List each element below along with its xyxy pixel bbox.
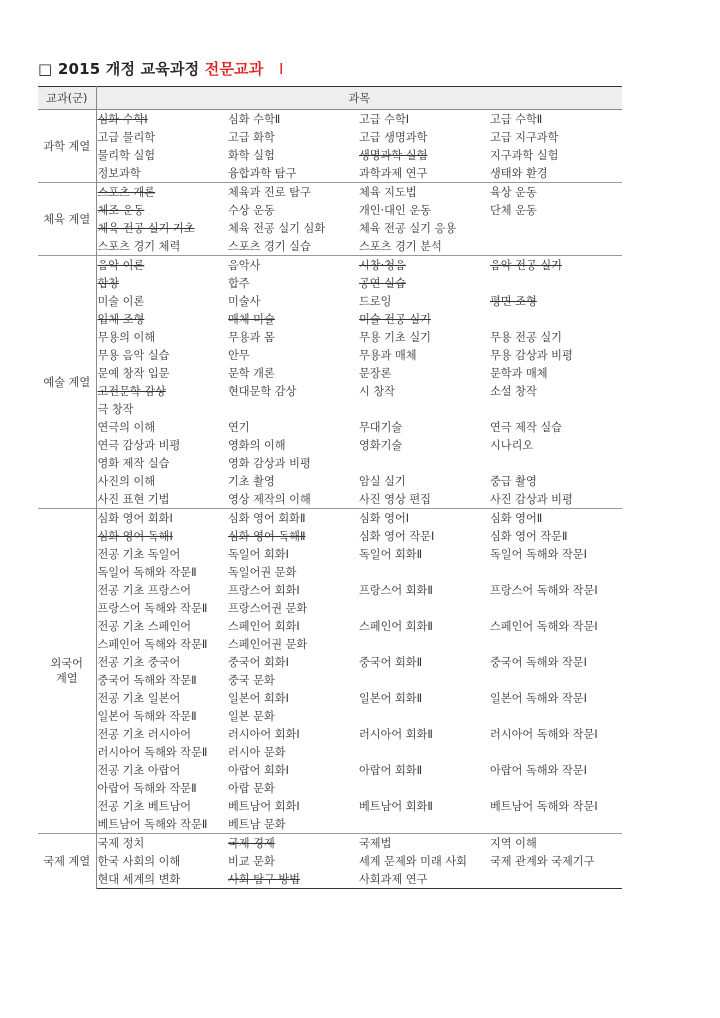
subject-cell <box>358 599 489 617</box>
table-row <box>38 110 622 129</box>
table-header-row <box>38 87 622 110</box>
subject-cell: 아랍어 회화Ⅱ <box>359 764 423 777</box>
table-row <box>38 219 622 237</box>
table-row <box>38 815 622 834</box>
subject-cell: 중국어 회화Ⅰ <box>228 656 289 669</box>
subject-cell: 합창 <box>97 277 120 290</box>
table-row <box>38 527 622 545</box>
subject-cell: 중국어 독해와 작문Ⅱ <box>97 674 197 687</box>
subject-cell: 체육 전공 실기 심화 <box>228 222 326 235</box>
subject-cell: 매체 미술 <box>228 313 275 326</box>
subject-cell: 사진의 이해 <box>97 475 156 488</box>
subject-cell: 물리학 실험 <box>97 149 156 162</box>
subject-cell <box>358 815 489 834</box>
subject-cell: 베트남어 회화Ⅱ <box>359 800 433 813</box>
subject-cell: 독일어권 문화 <box>228 566 297 579</box>
title-suffix: Ⅰ <box>279 60 284 78</box>
subject-cell: 연극 감상과 비평 <box>97 439 181 452</box>
table-row <box>38 346 622 364</box>
subject-cell: 아랍 문화 <box>228 782 275 795</box>
table-row <box>38 689 622 707</box>
subject-cell: 러시아어 독해와 작문Ⅱ <box>97 746 208 759</box>
subject-cell: 전공 기초 스페인어 <box>97 620 192 633</box>
subject-cell: 현대 세계의 변화 <box>96 870 227 889</box>
group-name-cell: 과학 계열 <box>38 110 96 183</box>
subject-cell <box>489 274 622 292</box>
subject-cell: 독일어 회화Ⅰ <box>228 548 289 561</box>
table-row <box>38 382 622 400</box>
subject-cell: 중급 촬영 <box>490 475 537 488</box>
subject-cell <box>489 707 622 725</box>
subject-cell: 전공 기초 일본어 <box>97 692 181 705</box>
subject-cell: 심화 영어 독해Ⅱ <box>228 530 306 543</box>
subject-cell: 정보과학 <box>97 167 141 180</box>
subject-cell: 생명과학 실험 <box>359 149 428 162</box>
subject-cell: 스포츠 경기 체력 <box>97 240 181 253</box>
subject-cell: 체육 지도법 <box>358 183 489 202</box>
subject-cell: 전공 기초 프랑스어 <box>97 584 192 597</box>
table-row <box>38 797 622 815</box>
subject-cell <box>489 454 622 472</box>
subject-cell: 일본어 독해와 작문Ⅱ <box>97 710 197 723</box>
table-row <box>38 599 622 617</box>
subject-cell: 세계 문제와 미래 사회 <box>359 855 467 868</box>
table-row <box>38 328 622 346</box>
subject-cell: 베트남어 독해와 작문Ⅱ <box>97 818 208 831</box>
table-row <box>38 237 622 256</box>
subject-cell: 공연 실습 <box>359 277 406 290</box>
table-row <box>38 509 622 528</box>
subject-cell: 무용 기초 실기 <box>359 331 431 344</box>
table-row <box>38 454 622 472</box>
subject-cell: 전공 기초 중국어 <box>97 656 181 669</box>
subject-cell: 러시아 문화 <box>228 746 286 759</box>
subject-cell: 영화의 이해 <box>228 439 286 452</box>
subject-cell: 사회과제 연구 <box>358 870 489 889</box>
subject-cell: 프랑스어 독해와 작문Ⅱ <box>97 602 208 615</box>
subject-cell: 스페인어 회화Ⅱ <box>359 620 433 633</box>
subject-cell: 음악사 <box>227 256 358 275</box>
subject-cell: 육상 운동 <box>489 183 622 202</box>
subject-cell: 프랑스어 독해와 작문Ⅰ <box>490 584 598 597</box>
subject-cell: 지구과학 실험 <box>490 149 559 162</box>
subject-cell: 단체 운동 <box>490 204 537 217</box>
subject-cell: 고급 수학Ⅱ <box>489 110 622 129</box>
subject-cell: 수상 운동 <box>228 204 275 217</box>
subject-cell: 연기 <box>228 421 250 434</box>
subject-cell: 무용의 이해 <box>97 331 156 344</box>
subject-cell: 심화 수학Ⅰ <box>96 110 227 129</box>
subject-cell: 스포츠 개론 <box>96 183 227 202</box>
subject-cell: 국제 경제 <box>227 834 358 853</box>
subject-cell <box>489 310 622 328</box>
table-row <box>38 256 622 275</box>
subject-cell: 베트남어 회화Ⅰ <box>228 800 300 813</box>
table-row <box>38 761 622 779</box>
subject-cell: 일본어 회화Ⅰ <box>228 692 289 705</box>
subject-cell: 스페인어 독해와 작문Ⅱ <box>97 638 208 651</box>
table-row <box>38 310 622 328</box>
table-row <box>38 436 622 454</box>
subject-cell: 무용과 매체 <box>359 349 417 362</box>
table-row <box>38 635 622 653</box>
subject-cell: 사회 탐구 방법 <box>227 870 358 889</box>
subject-cell: 심화 수학Ⅱ <box>227 110 358 129</box>
group-name-cell: 체육 계열 <box>38 183 96 256</box>
subject-cell: 심화 영어 회화Ⅰ <box>96 509 227 528</box>
subject-cell: 극 창작 <box>97 403 134 416</box>
table-row <box>38 725 622 743</box>
subject-cell: 고급 화학 <box>228 131 275 144</box>
subject-cell: 미술사 <box>228 295 261 308</box>
subject-cell: 합주 <box>228 277 250 290</box>
subject-cell: 러시아어 회화Ⅰ <box>228 728 300 741</box>
table-row <box>38 563 622 581</box>
subject-cell: 문학 개론 <box>228 367 275 380</box>
subject-cell: 베트남어 독해와 작문Ⅰ <box>490 800 598 813</box>
subject-cell <box>358 635 489 653</box>
subject-cell: 소설 창작 <box>490 385 537 398</box>
table-row <box>38 183 622 202</box>
subject-cell <box>489 635 622 653</box>
document-title <box>38 58 284 79</box>
table-row <box>38 490 622 509</box>
header-subject-group: 교과(군) <box>38 87 96 110</box>
subject-cell: 음악 전공 실기 <box>489 256 622 275</box>
subject-cell: 문장론 <box>359 367 392 380</box>
subject-cell: 중국 문화 <box>228 674 275 687</box>
subject-cell: 개인·대인 운동 <box>359 204 431 217</box>
subject-cell: 체육 전공 실기 기초 <box>97 222 195 235</box>
subject-cell <box>358 671 489 689</box>
subject-cell: 아랍어 회화Ⅰ <box>228 764 289 777</box>
subject-cell: 전공 기초 베트남어 <box>97 800 192 813</box>
subject-cell <box>358 779 489 797</box>
subject-cell: 무용 감상과 비평 <box>490 349 573 362</box>
subject-cell: 현대문학 감상 <box>228 385 297 398</box>
subject-cell: 중국어 회화Ⅱ <box>359 656 423 669</box>
subject-cell: 체육 전공 실기 응용 <box>359 222 457 235</box>
subject-cell: 입체 조형 <box>97 313 145 326</box>
subject-cell: 체조 운동 <box>97 204 145 217</box>
title-highlight: 전문교과 <box>204 60 264 78</box>
subject-cell: 비교 문화 <box>228 855 275 868</box>
subject-cell: 연극 제작 실습 <box>490 421 562 434</box>
table-row <box>38 274 622 292</box>
subject-cell: 중국어 독해와 작문Ⅰ <box>490 656 587 669</box>
subject-cell: 융합과학 탐구 <box>228 167 297 180</box>
subject-cell <box>358 743 489 761</box>
subject-cell: 고급 수학Ⅰ <box>358 110 489 129</box>
subject-cell: 일본어 회화Ⅱ <box>359 692 423 705</box>
subject-cell: 독일어 독해와 작문Ⅱ <box>97 566 197 579</box>
table-row <box>38 653 622 671</box>
subject-cell <box>489 815 622 834</box>
subject-cell <box>358 454 489 472</box>
subject-cell: 사진 감상과 비평 <box>490 493 573 506</box>
subject-cell: 무용 음악 실습 <box>97 349 170 362</box>
subject-cell <box>358 563 489 581</box>
subject-cell: 심화 영어 작문Ⅱ <box>490 530 568 543</box>
subject-cell: 스페인어 독해와 작문Ⅰ <box>490 620 598 633</box>
subject-cell: 심화 영어 회화Ⅱ <box>227 509 358 528</box>
subject-cell: 프랑스어권 문화 <box>228 602 308 615</box>
table-row <box>38 852 622 870</box>
curriculum-table <box>38 86 622 889</box>
title-main: 2015 개정 교육과정 <box>57 60 200 78</box>
subject-cell: 전공 기초 러시아어 <box>97 728 192 741</box>
subject-cell: 문학과 매체 <box>490 367 548 380</box>
subject-cell: 독일어 독해와 작문Ⅰ <box>490 548 587 561</box>
subject-cell: 전공 기초 아랍어 <box>97 764 181 777</box>
subject-cell: 체육과 진로 탐구 <box>227 183 358 202</box>
subject-cell: 미술 이론 <box>97 295 145 308</box>
subject-cell: 한국 사회의 이해 <box>97 855 181 868</box>
subject-cell: 무용과 몸 <box>228 331 275 344</box>
table-row <box>38 201 622 219</box>
subject-cell <box>489 599 622 617</box>
subject-cell: 러시아어 독해와 작문Ⅰ <box>490 728 598 741</box>
table-row <box>38 743 622 761</box>
subject-cell: 안무 <box>228 349 250 362</box>
table-row <box>38 292 622 310</box>
table-row <box>38 581 622 599</box>
table-row <box>38 779 622 797</box>
subject-cell: 심화 영어 작문Ⅰ <box>359 530 435 543</box>
subject-cell <box>489 870 622 889</box>
subject-cell: 평면 조형 <box>490 295 537 308</box>
subject-cell: 문예 창작 입문 <box>97 367 170 380</box>
subject-cell: 드로잉 <box>359 295 392 308</box>
subject-cell <box>489 743 622 761</box>
table-row <box>38 418 622 436</box>
table-row <box>38 545 622 563</box>
subject-cell: 고급 지구과학 <box>490 131 559 144</box>
subject-cell: 아랍어 독해와 작문Ⅱ <box>97 782 197 795</box>
subject-cell: 심화 영어Ⅱ <box>489 509 622 528</box>
table-row <box>38 364 622 382</box>
subject-cell <box>489 671 622 689</box>
subject-cell: 사진 영상 편집 <box>359 493 431 506</box>
subject-cell: 프랑스어 회화Ⅱ <box>359 584 433 597</box>
subject-cell: 시 창작 <box>359 385 395 398</box>
subject-cell: 프랑스어 회화Ⅰ <box>228 584 300 597</box>
subject-cell: 영화 제작 실습 <box>97 457 170 470</box>
subject-cell <box>489 237 622 256</box>
table-body <box>38 110 622 889</box>
subject-cell: 독일어 회화Ⅱ <box>359 548 423 561</box>
subject-cell: 미술 전공 실기 <box>359 313 431 326</box>
subject-cell: 스페인어권 문화 <box>228 638 308 651</box>
subject-cell: 스포츠 경기 실습 <box>228 240 311 253</box>
subject-cell: 일본 문화 <box>228 710 275 723</box>
subject-cell: 스페인어 회화Ⅰ <box>228 620 300 633</box>
subject-cell: 베트남 문화 <box>228 818 286 831</box>
subject-cell: 사진 표현 기법 <box>97 493 170 506</box>
subject-cell: 심화 영어Ⅰ <box>358 509 489 528</box>
table-row <box>38 834 622 853</box>
subject-cell <box>489 779 622 797</box>
table-row <box>38 617 622 635</box>
subject-cell: 시창·청음 <box>358 256 489 275</box>
subject-cell <box>489 400 622 418</box>
table-row <box>38 164 622 183</box>
subject-cell: 영화기술 <box>359 439 403 452</box>
table-row <box>38 671 622 689</box>
subject-cell: 심화 영어 독해Ⅰ <box>97 530 173 543</box>
subject-cell: 음악 이론 <box>96 256 227 275</box>
group-name-cell: 예술 계열 <box>38 256 96 509</box>
table-row <box>38 870 622 889</box>
table-row <box>38 128 622 146</box>
table-row <box>38 146 622 164</box>
subject-cell: 전공 기초 독일어 <box>97 548 181 561</box>
subject-cell: 스포츠 경기 분석 <box>359 240 442 253</box>
table-row <box>38 707 622 725</box>
checkbox-glyph: □ <box>38 60 53 78</box>
subject-cell: 러시아어 회화Ⅱ <box>359 728 433 741</box>
subject-cell: 국제법 <box>358 834 489 853</box>
subject-cell: 시나리오 <box>490 439 534 452</box>
subject-cell: 아랍어 독해와 작문Ⅰ <box>490 764 587 777</box>
table-row <box>38 400 622 418</box>
subject-cell <box>358 400 489 418</box>
subject-cell: 고전문학 감상 <box>97 385 166 398</box>
subject-cell: 무대기술 <box>359 421 403 434</box>
group-name-cell: 국제 계열 <box>38 834 96 889</box>
subject-cell: 영상 제작의 이해 <box>228 493 311 506</box>
table-row <box>38 472 622 490</box>
subject-cell: 생태와 환경 <box>490 167 548 180</box>
subject-cell: 화학 실험 <box>228 149 275 162</box>
subject-cell <box>489 563 622 581</box>
subject-cell: 고급 생명과학 <box>359 131 428 144</box>
subject-cell: 기초 촬영 <box>228 475 275 488</box>
subject-cell <box>227 400 358 418</box>
subject-cell: 국제 관계와 국제기구 <box>490 855 595 868</box>
header-subjects: 과목 <box>96 87 622 110</box>
subject-cell <box>358 707 489 725</box>
subject-cell <box>489 219 622 237</box>
subject-cell: 국제 정치 <box>96 834 227 853</box>
subject-cell: 지역 이해 <box>489 834 622 853</box>
subject-cell: 연극의 이해 <box>97 421 156 434</box>
group-name-cell: 외국어 계열 <box>38 509 96 834</box>
subject-cell: 암실 실기 <box>359 475 406 488</box>
subject-cell: 무용 전공 실기 <box>490 331 562 344</box>
subject-cell: 일본어 독해와 작문Ⅰ <box>490 692 587 705</box>
subject-cell: 고급 물리학 <box>97 131 156 144</box>
subject-cell: 영화 감상과 비평 <box>228 457 311 470</box>
subject-cell: 과학과제 연구 <box>359 167 428 180</box>
